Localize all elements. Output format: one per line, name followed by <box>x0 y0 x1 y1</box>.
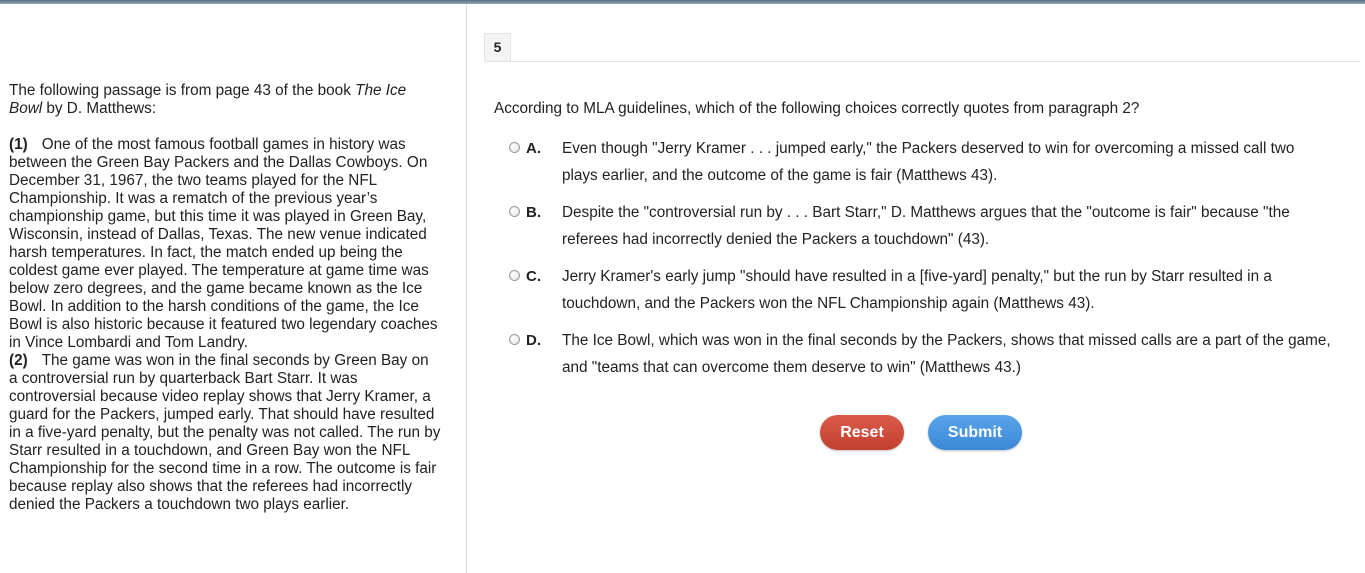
question-pane <box>468 4 1365 573</box>
paragraph-2 <box>9 352 441 514</box>
choice-text[interactable]: Jerry Kramer's early jump "should have resulted in a [five-yard] penalty," but the run by Starr resulted in a touchdown, and the Packers won the NFL Championship again (Matthews 43). <box>562 268 1272 312</box>
choice-text[interactable]: Despite the "controversial run by . . . Bart Starr," D. Matthews argues that the "outcome is fair" because "the referees had incorrectly denied the Packers a touchdown" (43). <box>562 204 1290 248</box>
question-header <box>484 30 1360 62</box>
reset-button[interactable]: Reset <box>820 415 904 450</box>
paragraph-text: One of the most famous football games in history was between the Green Bay Packers and the Dallas Cowboys. On December 31, 1967, the two teams played for the NFL Championship. It was a rematch of the previous year’s championship game, but this time it was played in Green Bay, Wisconsin, instead of Dallas, Texas. The new venue indicated harsh temperatures. In fact, the match ended up being the coldest game ever played. The temperature at game time was below zero degrees, and the game became known as the Ice Bowl. In addition to the harsh conditions of the game, the Ice Bowl is also historic because it featured two legendary coaches in Vince Lombardi and Tom Landry. <box>9 136 438 351</box>
paragraph-1 <box>9 136 441 352</box>
choice-letter: B. <box>526 204 541 221</box>
choice-letter: D. <box>526 332 541 349</box>
choice-text[interactable]: Even though "Jerry Kramer . . . jumped early," the Packers deserved to win for overcoming a missed call two plays earlier, and the outcome of the game is fair (Matthews 43). <box>562 140 1295 184</box>
radio-button-icon[interactable] <box>509 334 520 345</box>
passage-intro-text: The following passage is from page 43 of the book <box>9 82 356 99</box>
submit-button[interactable]: Submit <box>928 415 1022 450</box>
choice-letter: C. <box>526 268 541 285</box>
book-title: The Ice Bowl <box>9 82 407 117</box>
passage <box>9 82 441 514</box>
passage-pane <box>0 4 467 573</box>
passage-intro <box>9 82 441 118</box>
radio-button-icon[interactable] <box>509 206 520 217</box>
choice-letter: A. <box>526 140 541 157</box>
radio-button-icon[interactable] <box>509 142 520 153</box>
passage-intro-suffix: by D. Matthews: <box>42 100 157 117</box>
radio-button-icon[interactable] <box>509 270 520 281</box>
paragraph-number: (1) <box>9 136 28 153</box>
choice-text[interactable]: The Ice Bowl, which was won in the final seconds by the Packers, shows that missed calls are a part of the game, and "teams that can overcome them deserve to win" (Matthews 43.) <box>562 332 1331 376</box>
question-number: 5 <box>484 33 511 61</box>
question-stem: According to MLA guidelines, which of the following choices correctly quotes from paragraph 2? <box>494 100 1140 117</box>
paragraph-text: The game was won in the final seconds by Green Bay on a controversial run by quarterback Bart Starr. It was controversial because video replay shows that Jerry Kramer, a guard for the Packers, jumped early. That should have resulted in a five-yard penalty, but the penalty was not called. The run by Starr resulted in a touchdown, and Green Bay won the NFL Championship for the second time in a row. The outcome is fair because replay also shows that the referees had incorrectly denied the Packers a touchdown two plays earlier. <box>9 352 441 513</box>
paragraph-number: (2) <box>9 352 28 369</box>
